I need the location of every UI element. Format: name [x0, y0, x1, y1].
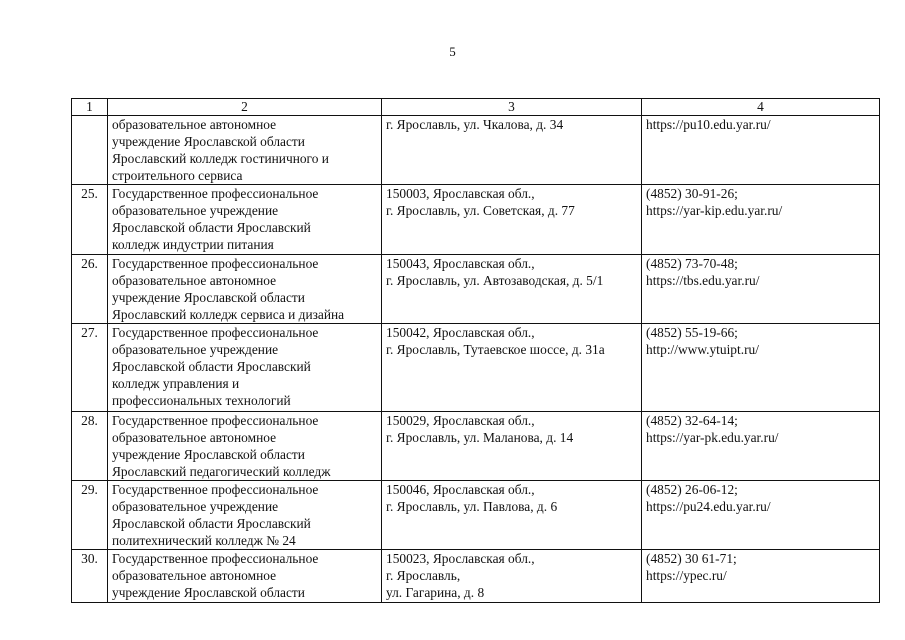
- institution-name-line: строительного сервиса: [112, 168, 243, 183]
- table-row: [72, 550, 880, 603]
- row-number: 25.: [72, 185, 108, 255]
- institution-name-line: Ярославской области Ярославский: [112, 516, 311, 531]
- contact-line: https://ypec.ru/: [646, 568, 727, 583]
- column-header-4: 4: [642, 99, 880, 116]
- contact-line: http://www.ytuipt.ru/: [646, 342, 759, 357]
- institution-name-line: Государственное профессиональное: [112, 482, 319, 497]
- row-number: 30.: [72, 550, 108, 603]
- address-line: 150023, Ярославская обл.,: [386, 551, 535, 566]
- institution-name-line: политехнический колледж № 24: [112, 533, 296, 548]
- institutions-table: [71, 98, 880, 603]
- institution-name-cell: [108, 185, 382, 255]
- contact-line: (4852) 30 61-71;: [646, 551, 737, 566]
- address-line: 150042, Ярославская обл.,: [386, 325, 535, 340]
- institution-name-line: Ярославский колледж сервиса и дизайна: [112, 307, 345, 322]
- contacts-cell: [642, 116, 880, 185]
- contacts-cell: [642, 255, 880, 324]
- table-header-row: [72, 99, 880, 116]
- address-line: г. Ярославль, Тутаевское шоссе, д. 31а: [386, 342, 605, 357]
- institution-name-cell: [108, 412, 382, 481]
- institution-name-line: образовательное автономное: [112, 273, 277, 288]
- column-header-3: 3: [382, 99, 642, 116]
- institution-name-line: образовательное автономное: [112, 568, 277, 583]
- contacts-cell: [642, 481, 880, 550]
- institution-name-line: Государственное профессиональное: [112, 186, 319, 201]
- address-line: г. Ярославль, ул. Павлова, д. 6: [386, 499, 558, 514]
- institution-name-cell: [108, 550, 382, 603]
- table-row: [72, 324, 880, 412]
- institution-name-cell: [108, 324, 382, 412]
- institution-name-line: учреждение Ярославской области: [112, 290, 305, 305]
- address-line: ул. Гагарина, д. 8: [386, 585, 485, 600]
- contact-line: https://yar-pk.edu.yar.ru/: [646, 430, 779, 445]
- address-line: 150043, Ярославская обл.,: [386, 256, 535, 271]
- address-cell: [382, 116, 642, 185]
- table-row: [72, 255, 880, 324]
- contacts-cell: [642, 550, 880, 603]
- contacts-cell: [642, 412, 880, 481]
- contact-line: https://tbs.edu.yar.ru/: [646, 273, 760, 288]
- row-number: 28.: [72, 412, 108, 481]
- contact-line: https://pu10.edu.yar.ru/: [646, 117, 771, 132]
- address-line: 150003, Ярославская обл.,: [386, 186, 535, 201]
- address-cell: [382, 255, 642, 324]
- row-number: [72, 116, 108, 185]
- column-header-1: 1: [72, 99, 108, 116]
- institution-name-line: образовательное автономное: [112, 430, 277, 445]
- address-line: г. Ярославль, ул. Маланова, д. 14: [386, 430, 574, 445]
- address-line: г. Ярославль,: [386, 568, 461, 583]
- institution-name-cell: [108, 481, 382, 550]
- institution-name-line: колледж индустрии питания: [112, 237, 274, 252]
- institution-name-line: Государственное профессиональное: [112, 256, 319, 271]
- institution-name-line: Ярославской области Ярославский: [112, 220, 311, 235]
- institution-name-cell: [108, 116, 382, 185]
- institution-name-line: образовательное учреждение: [112, 203, 279, 218]
- page-number: 5: [449, 44, 456, 59]
- contacts-cell: [642, 324, 880, 412]
- institution-name-cell: [108, 255, 382, 324]
- institution-name-line: образовательное учреждение: [112, 342, 279, 357]
- institution-name-line: образовательное автономное: [112, 117, 277, 132]
- institution-name-line: учреждение Ярославской области: [112, 585, 305, 600]
- contact-line: (4852) 55-19-66;: [646, 325, 738, 340]
- institution-name-line: учреждение Ярославской области: [112, 134, 305, 149]
- address-cell: [382, 412, 642, 481]
- contact-line: (4852) 26-06-12;: [646, 482, 738, 497]
- table-row: [72, 116, 880, 185]
- institution-name-line: Ярославской области Ярославский: [112, 359, 311, 374]
- table-row: [72, 185, 880, 255]
- contact-line: (4852) 32-64-14;: [646, 413, 738, 428]
- institution-name-line: образовательное учреждение: [112, 499, 279, 514]
- institution-name-line: Государственное профессиональное: [112, 325, 319, 340]
- address-line: 150046, Ярославская обл.,: [386, 482, 535, 497]
- institution-name-line: Ярославский колледж гостиничного и: [112, 151, 329, 166]
- institution-name-line: Государственное профессиональное: [112, 551, 319, 566]
- address-cell: [382, 550, 642, 603]
- contact-line: https://pu24.edu.yar.ru/: [646, 499, 771, 514]
- contact-line: (4852) 73-70-48;: [646, 256, 738, 271]
- contact-line: https://yar-kip.edu.yar.ru/: [646, 203, 783, 218]
- row-number: 27.: [72, 324, 108, 412]
- column-header-2: 2: [108, 99, 382, 116]
- institution-name-line: Государственное профессиональное: [112, 413, 319, 428]
- contact-line: (4852) 30-91-26;: [646, 186, 738, 201]
- row-number: 29.: [72, 481, 108, 550]
- address-cell: [382, 324, 642, 412]
- address-line: г. Ярославль, ул. Советская, д. 77: [386, 203, 575, 218]
- row-number: 26.: [72, 255, 108, 324]
- address-cell: [382, 481, 642, 550]
- institution-name-line: профессиональных технологий: [112, 393, 291, 408]
- table-row: [72, 412, 880, 481]
- address-line: г. Ярославль, ул. Автозаводская, д. 5/1: [386, 273, 604, 288]
- institution-name-line: колледж управления и: [112, 376, 240, 391]
- table-body: [72, 116, 880, 603]
- address-cell: [382, 185, 642, 255]
- institution-name-line: Ярославский педагогический колледж: [112, 464, 331, 479]
- contacts-cell: [642, 185, 880, 255]
- address-line: 150029, Ярославская обл.,: [386, 413, 535, 428]
- institution-name-line: учреждение Ярославской области: [112, 447, 305, 462]
- address-line: г. Ярославль, ул. Чкалова, д. 34: [386, 117, 564, 132]
- table-row: [72, 481, 880, 550]
